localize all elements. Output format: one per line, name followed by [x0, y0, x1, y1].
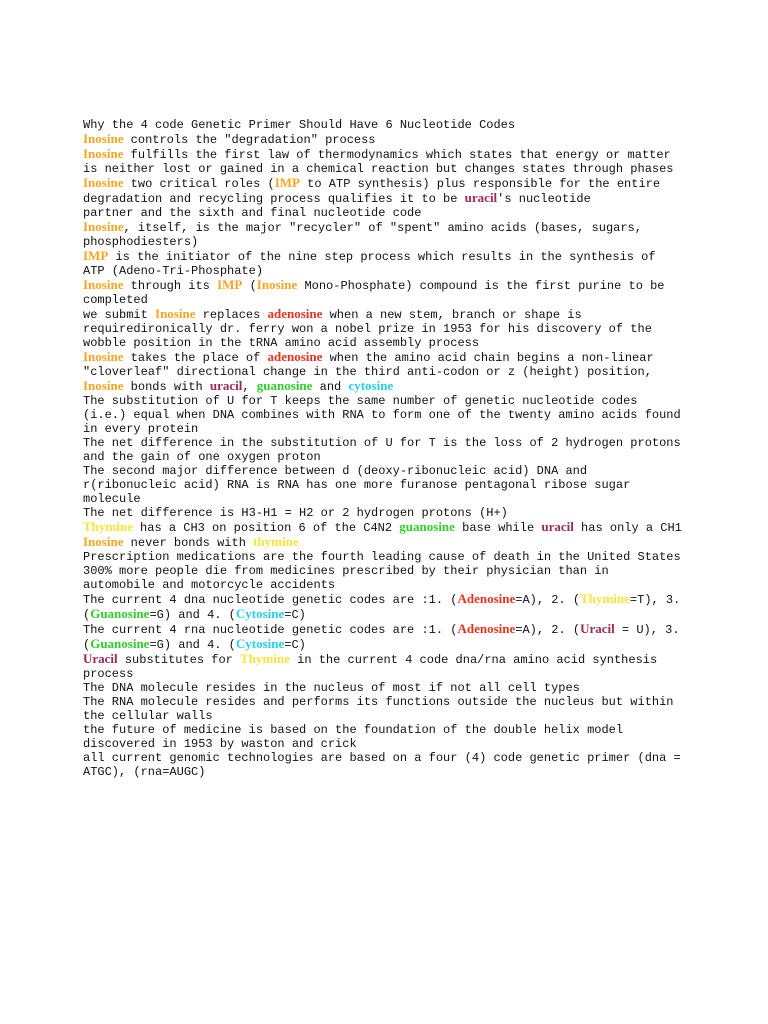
paragraph: [83, 550, 683, 564]
imp-term: IMP: [217, 277, 243, 292]
paragraph: [83, 394, 683, 436]
text-run: controls the "degradation" process: [123, 133, 376, 147]
uracil-term: Uracil: [580, 621, 615, 636]
paragraph: [83, 220, 683, 249]
text-run: =T), 3. (: [83, 593, 681, 622]
inosine-term: Inosine: [155, 306, 196, 321]
inosine-term: Inosine: [83, 219, 124, 234]
paragraph: [83, 723, 683, 751]
text-run: The current 4 rna nucleotide genetic codes are :1. (: [83, 623, 458, 637]
paragraph: [83, 751, 683, 779]
paragraph: [83, 436, 683, 464]
paragraph: [83, 307, 683, 350]
text-run: The net difference is H3-H1 = H2 or 2 hydrogen protons (H+): [83, 506, 508, 520]
text-run: base while: [454, 521, 542, 535]
text-run: = U), 3. (: [83, 623, 680, 652]
thymine-term: thymine: [253, 534, 299, 549]
text-run: replaces: [195, 308, 268, 322]
paragraph: [83, 520, 683, 535]
text-run: bonds with: [123, 380, 210, 394]
text-run: , itself, is the major "recycler" of "spent" amino acids (bases, sugars, phosphodiesters): [83, 221, 642, 249]
text-run: The second major difference between d (deoxy-ribonucleic acid) DNA and r(ribonucleic acid) RNA is RNA has one more furanose pentagonal ribose sugar molecule: [83, 464, 631, 506]
adenosine-term: Adenosine: [457, 591, 516, 606]
text-run: Why the 4 code Genetic Primer Should Have 6 Nucleotide Codes: [83, 118, 516, 132]
adenosine-term: Adenosine: [457, 621, 516, 636]
text-run: we submit: [83, 308, 156, 322]
thymine-term: Thymine: [240, 651, 290, 666]
text-run: =A), 2. (: [515, 623, 581, 637]
adenosine-term: adenosine: [267, 306, 323, 321]
text-run: substitutes for: [117, 653, 241, 667]
paragraph: [83, 535, 683, 550]
guanosine-term: guanosine: [399, 519, 455, 534]
text-run: two critical roles (: [123, 177, 275, 191]
inosine-term: Inosine: [83, 131, 124, 146]
text-run: takes the place of: [123, 351, 268, 365]
text-run: =C): [284, 638, 306, 652]
paragraph: [83, 564, 683, 592]
paragraph: [83, 118, 683, 132]
cytosine-term: cytosine: [348, 378, 394, 393]
document-body: [83, 118, 683, 779]
text-run: Prescription medications are the fourth leading cause of death in the United States: [83, 550, 681, 564]
text-run: The DNA molecule resides in the nucleus of most if not all cell types: [83, 681, 580, 695]
guanosine-term: guanosine: [256, 378, 313, 393]
paragraph: [83, 176, 683, 206]
cytosine-term: Cytosine: [235, 606, 285, 621]
inosine-term: Inosine: [83, 534, 124, 549]
text-run: and: [312, 380, 349, 394]
text-run: all current genomic technologies are based on a four (4) code genetic primer (dna = ATGC), (rna=AUGC): [83, 751, 681, 779]
text-run: through its: [123, 279, 218, 293]
text-run: (: [242, 279, 257, 293]
inosine-term: Inosine: [83, 175, 124, 190]
uracil-term: uracil: [209, 378, 243, 393]
inosine-term: Inosine: [256, 277, 298, 292]
inosine-term: Inosine: [83, 378, 124, 393]
inosine-term: Inosine: [83, 146, 124, 161]
inosine-term: Inosine: [83, 349, 124, 364]
paragraph: [83, 622, 683, 652]
text-run: the future of medicine is based on the foundation of the double helix model discovered in 1953 by waston and crick: [83, 723, 624, 751]
guanosine-term: Guanosine: [90, 606, 150, 621]
paragraph: [83, 249, 683, 278]
paragraph: [83, 695, 683, 723]
adenosine-term: adenosine: [267, 349, 323, 364]
text-run: The current 4 dna nucleotide genetic codes are :1. (: [83, 593, 458, 607]
text-run: when the amino acid chain begins a non-linear "cloverleaf" directional change in the third anti-codon or z (height) position,: [83, 351, 654, 379]
text-run: is the initiator of the nine step process which results in the synthesis of ATP (Adeno-Tri-Phosphate): [83, 250, 656, 278]
text-run: ,: [242, 380, 257, 394]
thymine-term: Thymine: [83, 519, 133, 534]
uracil-term: uracil: [541, 519, 574, 534]
imp-term: IMP: [274, 175, 300, 190]
text-run: when a new stem, branch or shape is requiredironically dr. ferry won a nobel prize in 1953 for his discovery of the wobble position in the tRNA amino acid assembly process: [83, 308, 652, 350]
uracil-term: Uracil: [83, 651, 118, 666]
text-run: =G) and 4. (: [149, 608, 236, 622]
paragraph: [83, 278, 683, 307]
text-run: 300% more people die from medicines prescribed by their physician than in automobile and motorcycle accidents: [83, 564, 609, 592]
paragraph: [83, 132, 683, 147]
text-run: Mono-Phosphate) compound is the first purine to be completed: [83, 279, 665, 307]
paragraph: [83, 350, 683, 394]
text-run: =C): [284, 608, 306, 622]
paragraph: [83, 464, 683, 506]
text-run: has a CH3 on position 6 of the C4N2: [132, 521, 400, 535]
text-run: to ATP synthesis) plus responsible for the entire degradation and recycling process qualifies it to be: [83, 177, 661, 206]
paragraph: [83, 681, 683, 695]
text-run: =G) and 4. (: [149, 638, 236, 652]
text-run: never bonds with: [123, 536, 254, 550]
paragraph: [83, 206, 683, 220]
paragraph: [83, 592, 683, 622]
inosine-term: Inosine: [83, 277, 124, 292]
text-run: 's nucleotide: [497, 192, 591, 206]
text-run: in the current 4 code dna/rna amino acid synthesis process: [83, 653, 658, 681]
text-run: The net difference in the substitution of U for T is the loss of 2 hydrogen protons and the gain of one oxygen proton: [83, 436, 681, 464]
uracil-term: uracil: [464, 190, 498, 205]
paragraph: [83, 147, 683, 176]
text-run: fulfills the first law of thermodynamics which states that energy or matter is neither lost or gained in a chemical reaction but changes states through phases: [83, 148, 674, 176]
text-run: partner and the sixth and final nucleotide code: [83, 206, 422, 220]
text-run: The RNA molecule resides and performs its functions outside the nucleus but within the cellular walls: [83, 695, 674, 723]
text-run: The substitution of U for T keeps the same number of genetic nucleotide codes (i.e.) equal when DNA combines with RNA to form one of the twenty amino acids found in every protein: [83, 394, 681, 436]
paragraph: [83, 652, 683, 681]
imp-term: IMP: [83, 248, 109, 263]
text-run: has only a CH1: [573, 521, 682, 535]
guanosine-term: Guanosine: [90, 636, 150, 651]
paragraph: [83, 506, 683, 520]
cytosine-term: Cytosine: [235, 636, 285, 651]
text-run: =A), 2. (: [515, 593, 581, 607]
thymine-term: Thymine: [580, 591, 630, 606]
